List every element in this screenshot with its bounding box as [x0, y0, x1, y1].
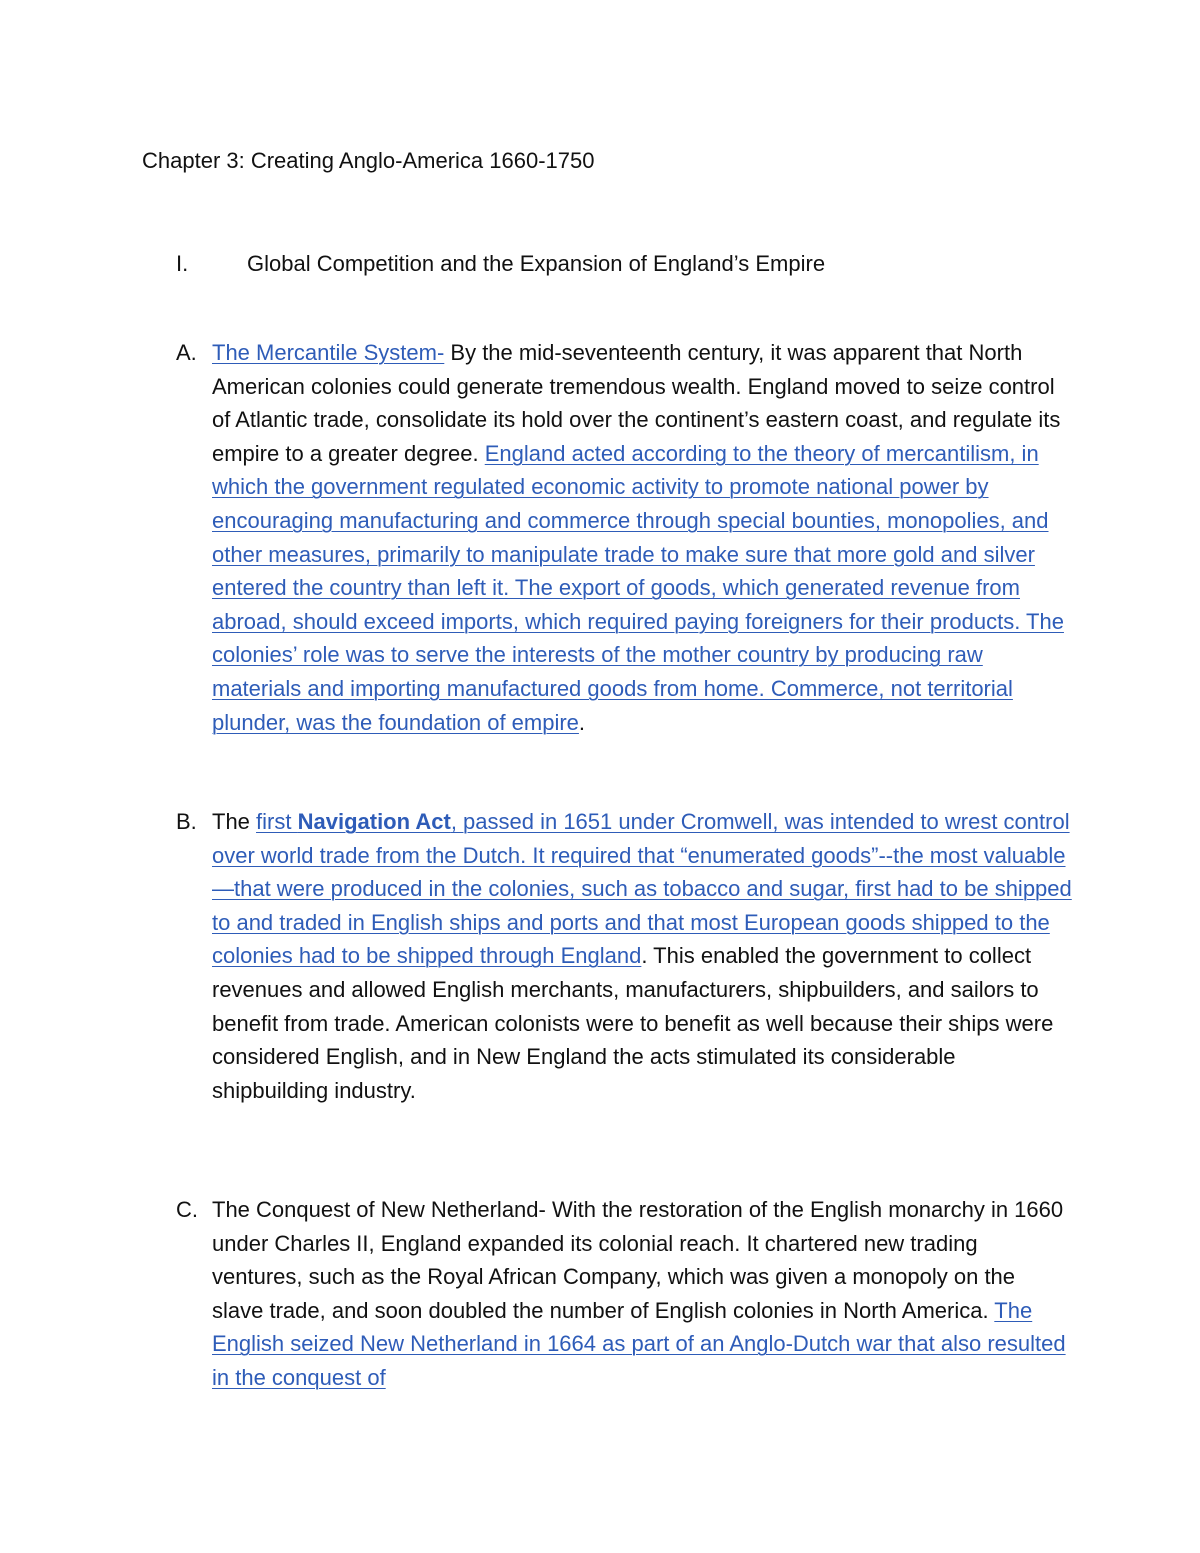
link-bold: Navigation Act — [297, 809, 451, 834]
outline-item-b — [176, 805, 1072, 1107]
item-text-start: The Conquest of New Netherland- With the restoration of the English monarchy in 1660 under Charles II, England expanded its colonial reach. It chartered new trading ventures, such as the Royal African Company, which was given a monopoly on the slave trade, and soon doubled the number of English colonies in North America. — [212, 1197, 1064, 1323]
document-title: Chapter 3: Creating Anglo-America 1660-1750 — [142, 148, 595, 173]
section-heading-text: Global Competition and the Expansion of England’s Empire — [247, 251, 826, 276]
section-number: I. — [176, 251, 189, 276]
item-marker: C. — [176, 1197, 198, 1222]
item-paragraph — [212, 805, 1072, 1107]
mercantilism-link[interactable]: England acted according to the theory of mercantilism, in which the government regulated economic activity to promote national power by encouraging manufacturing and commerce through special bounties, monopolies, and other measures, primarily to manipulate trade to make sure that more gold and silver entered the country than left it. The export of goods, which generated revenue from abroad, should exceed imports, which required paying foreigners for their products. The colonies’ role was to serve the interests of the mother country by producing raw materials and importing manufactured goods from home. Commerce, not territorial plunder, was the foundation of empire — [212, 440, 1064, 735]
item-text-end: . This enabled the government to collect revenues and allowed English merchants, manufacturers, shipbuilders, and sailors to benefit from trade. American colonists were to benefit as well because their ships were considered English, and in New England the acts stimulated its considerable shipbuilding industry. — [212, 943, 1054, 1103]
item-text: By the mid-seventeenth century, it was apparent that North American colonies could generate tremendous wealth. England moved to seize control of Atlantic trade, consolidate its hold over the continent’s eastern coast, and regulate its empire to a greater degree. — [212, 340, 1061, 466]
outline-item-c — [176, 1193, 1072, 1395]
item-marker: A. — [176, 340, 197, 365]
item-text-end: . — [578, 709, 586, 735]
outline-item-a — [176, 336, 1072, 739]
item-text-start: The — [212, 809, 257, 834]
link-pre: first — [256, 809, 298, 834]
item-paragraph — [212, 336, 1072, 739]
new-netherland-link[interactable]: The English seized New Netherland in 1664 as part of an Anglo-Dutch war that also resulted in the conquest of — [212, 1297, 1066, 1390]
section-heading — [176, 247, 825, 281]
item-marker: B. — [176, 809, 197, 834]
mercantile-system-link[interactable]: The Mercantile System- — [212, 340, 445, 365]
item-paragraph — [212, 1193, 1072, 1395]
link-body: , passed in 1651 under Cromwell, was intended to wrest control over world trade from the Dutch. It required that “enumerated goods”--the most valuable—that were produced in the colonies, such as tobacco and sugar, first had to be shipped to and traded in English ships and ports and that most European goods shipped to the colonies had to be shipped through England — [212, 809, 1072, 969]
